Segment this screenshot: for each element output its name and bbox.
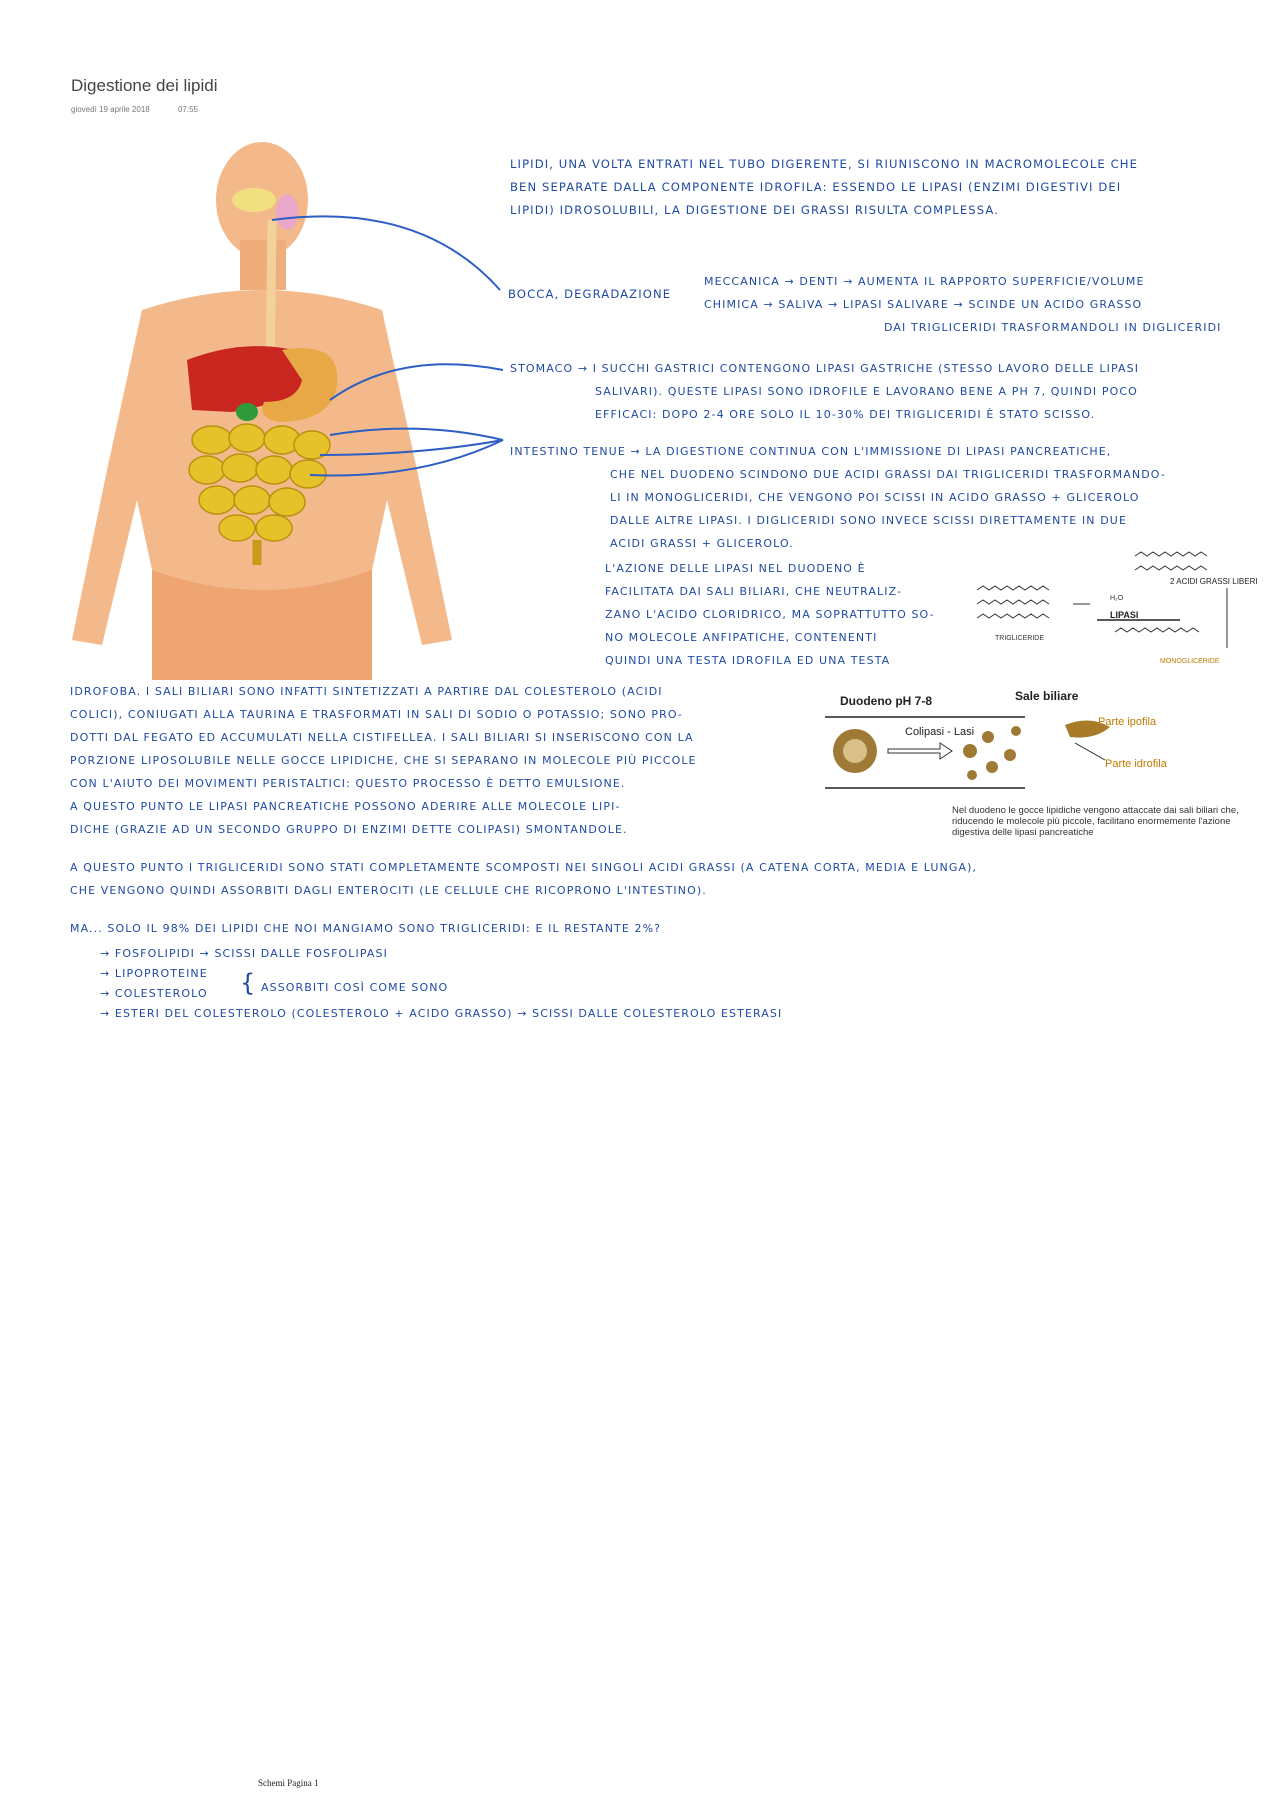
page-date: giovedì 19 aprile 2018 — [71, 105, 150, 114]
sale-title: Sale biliare — [1015, 689, 1079, 703]
azione-line: NO MOLECOLE ANFIPATICHE, CONTENENTI — [605, 631, 878, 644]
sali-line: IDROFOBA. I SALI BILIARI SONO INFATTI SINTETIZZATI A PARTIRE DAL COLESTEROLO (ACIDI — [70, 685, 663, 698]
bocca-label: BOCCA, DEGRADAZIONE — [508, 287, 672, 301]
bocca-meccanica: MECCANICA → DENTI → AUMENTA IL RAPPORTO SUPERFICIE/VOLUME — [704, 275, 1145, 288]
colipasi-label: Colipasi - Lasi — [905, 726, 975, 738]
bocca-chimica-cont: DAI TRIGLICERIDI TRASFORMANDOLI IN DIGLICERIDI — [884, 321, 1222, 334]
acidi-label: 2 ACIDI GRASSI LIBERI — [1170, 577, 1258, 586]
parte-lipofila-label: Parte ipofila — [1098, 716, 1157, 728]
conclusione-paragraph — [70, 856, 977, 902]
ma-item-fosfolipidi: → FOSFOLIPIDI → SCISSI DALLE FOSFOLIPASI — [100, 947, 388, 960]
lipid-droplet — [833, 729, 877, 773]
page-title: Digestione dei lipidi — [71, 76, 218, 95]
trig-label: TRIGLICERIDE — [995, 635, 1045, 642]
conclusione-line: CHE VENGONO QUINDI ASSORBITI DAGLI ENTEROCITI (LE CELLULE CHE RICOPRONO L'INTESTINO). — [70, 884, 707, 897]
process-arrow — [888, 743, 952, 759]
sali-line: CON L'AIUTO DEI MOVIMENTI PERISTALTICI: QUESTO PROCESSO È DETTO EMULSIONE. — [70, 777, 626, 790]
bocca-branches — [704, 270, 1221, 339]
assorbiti-label: ASSORBITI COSÌ COME SONO — [260, 981, 449, 994]
duodeno-caption: Nel duodeno le gocce lipidiche vengono attaccate dai sali biliari che, riducendo le molecole più piccole, facilitano enormemente l'azione digestiva delle lipasi pancreatiche — [952, 805, 1239, 838]
stomaco-line: SALIVARI). QUESTE LIPASI SONO IDROFILE E LAVORANO BENE A PH 7, QUINDI POCO — [595, 385, 1138, 398]
sali-line: COLICI), CONIUGATI ALLA TAURINA E TRASFORMATI IN SALI DI SODIO O POTASSIO; SONO PRO- — [70, 708, 684, 721]
duodeno-diagram — [820, 685, 1260, 805]
ma-question: MA... SOLO IL 98% DEI LIPIDI CHE NOI MANGIAMO SONO TRIGLICERIDI: E IL RESTANTE 2%? — [70, 922, 662, 935]
sali-line: DOTTI DAL FEGATO ED ACCUMULATI NELLA CISTIFELLEA. I SALI BILIARI SI INSERISCONO CON LA — [70, 731, 694, 744]
conclusione-line: A QUESTO PUNTO I TRIGLICERIDI SONO STATI COMPLETAMENTE SCOMPOSTI NEI SINGOLI ACIDI GRASSI (A CATENA CORTA, MEDIA E LUNGA), — [70, 861, 978, 874]
intro-line: BEN SEPARATE DALLA COMPONENTE IDROFILA: ESSENDO LE LIPASI (ENZIMI DIGESTIVI DEI — [510, 180, 1122, 194]
page-time: 07:55 — [177, 105, 198, 114]
mono-label: MONOGLICERIDE — [1160, 658, 1220, 665]
ma-item-colesterolo: → COLESTEROLO — [100, 987, 208, 1000]
sali-line: DICHE (GRAZIE AD UN SECONDO GRUPPO DI ENZIMI DETTE COLIPASI) SMONTANDOLE. — [70, 823, 628, 836]
intro-line: LIPIDI, UNA VOLTA ENTRATI NEL TUBO DIGERENTE, SI RIUNISCONO IN MACROMOLECOLE CHE — [510, 157, 1139, 171]
intestino-line: DALLE ALTRE LIPASI. I DIGLICERIDI SONO INVECE SCISSI DIRETTAMENTE IN DUE — [610, 514, 1127, 527]
intro-line: LIPIDI) IDROSOLUBILI, LA DIGESTIONE DEI GRASSI RISULTA COMPLESSA. — [510, 203, 1000, 217]
stomaco-line: STOMACO → I SUCCHI GASTRICI CONTENGONO LIPASI GASTRICHE (STESSO LAVORO DELLE LIPASI — [510, 362, 1140, 375]
h2o-label: H₂O — [1110, 595, 1124, 602]
sali-paragraph — [70, 680, 697, 841]
stomaco-line: EFFICACI: DOPO 2-4 ORE SOLO IL 10-30% DEI TRIGLICERIDI È STATO SCISSO. — [595, 408, 1096, 421]
sali-line: A QUESTO PUNTO LE LIPASI PANCREATICHE POSSONO ADERIRE ALLE MOLECOLE LIPI- — [70, 800, 621, 813]
parte-idrofila-label: Parte idrofila — [1105, 758, 1167, 770]
azione-line: FACILITATA DAI SALI BILIARI, CHE NEUTRALIZ- — [605, 585, 903, 598]
ma-item-lipoproteine: → LIPOPROTEINE — [100, 967, 208, 980]
lipasi-label: LIPASI — [1110, 610, 1139, 620]
intestino-paragraph — [510, 440, 1166, 555]
page-footer: Schemi Pagina 1 — [258, 1778, 319, 1788]
intestino-line: INTESTINO TENUE → LA DIGESTIONE CONTINUA CON L'IMMISSIONE DI LIPASI PANCREATICHE, — [510, 445, 1112, 458]
stomaco-paragraph — [510, 357, 1139, 426]
azione-line: ZANO L'ACIDO CLORIDRICO, MA SOPRATTUTTO SO- — [605, 608, 935, 621]
intestino-line: CHE NEL DUODENO SCINDONO DUE ACIDI GRASSI DAI TRIGLICERIDI TRASFORMANDO- — [610, 468, 1166, 481]
azione-paragraph — [605, 557, 935, 672]
intro-paragraph — [510, 153, 1138, 222]
azione-line: QUINDI UNA TESTA IDROFILA ED UNA TESTA — [605, 654, 891, 667]
intestino-line: LI IN MONOGLICERIDI, CHE VENGONO POI SCISSI IN ACIDO GRASSO + GLICEROLO — [610, 491, 1140, 504]
ma-assorbiti: { ASSORBITI COSÌ COME SONO — [240, 969, 449, 997]
intestino-line: ACIDI GRASSI + GLICEROLO. — [610, 537, 794, 550]
lipasi-reaction-diagram — [975, 548, 1260, 666]
sali-line: PORZIONE LIPOSOLUBILE NELLE GOCCE LIPIDICHE, CHE SI SEPARANO IN MOLECOLE PIÙ PICCOLE — [70, 754, 697, 767]
azione-line: L'AZIONE DELLE LIPASI NEL DUODENO È — [605, 562, 866, 575]
ma-item-esteri: → ESTERI DEL COLESTEROLO (COLESTEROLO + ACIDO GRASSO) → SCISSI DALLE COLESTEROLO ESTERASI — [100, 1007, 783, 1020]
bocca-chimica: CHIMICA → SALIVA → LIPASI SALIVARE → SCINDE UN ACIDO GRASSO — [704, 298, 1143, 311]
duodeno-title: Duodeno pH 7-8 — [840, 694, 932, 708]
